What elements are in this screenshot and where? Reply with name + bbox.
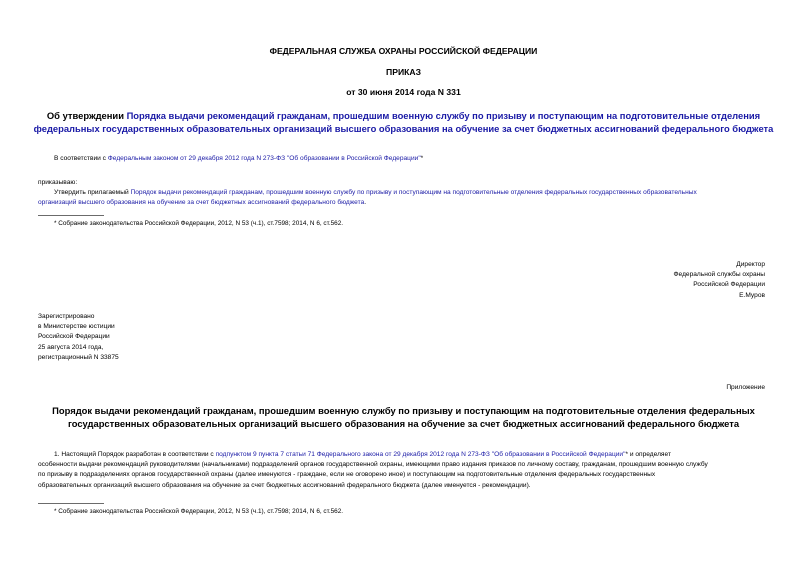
- agency-name: ФЕДЕРАЛЬНАЯ СЛУЖБА ОХРАНЫ РОССИЙСКОЙ ФЕДЕРАЦИИ: [269, 46, 538, 56]
- paragraph-1-intro: 1. Настоящий Порядок разработан в соответствии с: [54, 451, 216, 458]
- registration-line1: Зарегистрировано: [38, 313, 95, 320]
- order-approve-text: Утвердить прилагаемый: [54, 189, 131, 196]
- law-subclause-link[interactable]: подпунктом 9 пункта 7 статьи 71 Федерального закона от 29 декабря 2012 года N 273-ФЗ "Об образовании в Российской Федерации": [215, 451, 626, 458]
- registration-line3: Российской Федерации: [38, 333, 110, 341]
- paragraph-1-line3: по призыву в подразделениях органов государственной охраны (далее именуются - граждане, если не оговорено иное) и поступающим на подготовительные отделения федеральных государственных: [38, 471, 656, 479]
- signature-service: Федеральной службы охраны: [673, 271, 765, 279]
- signature-country: Российской Федерации: [693, 281, 765, 289]
- paragraph-1-line4: образовательных организаций высшего образования на обучение за счет бюджетных ассигнований федерального бюджета (далее именуется - рекомендации).: [38, 481, 531, 489]
- procedure-link-title[interactable]: Порядка выдачи рекомендаций гражданам, прошедшим военную службу по призыву и поступающим на подготовительные отделения: [126, 110, 761, 121]
- registration-block: [38, 312, 119, 363]
- procedure-link-order-line2[interactable]: организаций высшего образования на обучение за счет бюджетных ассигнований федерального бюджета: [38, 199, 365, 206]
- signature-block: [674, 260, 765, 301]
- footnote-1: * Собрание законодательства Российской Федерации, 2012, N 53 (ч.1), ст.7598; 2014, N 6, ст.562.: [54, 220, 344, 227]
- footnote-divider-1: [38, 215, 104, 216]
- registration-line4: 25 августа 2014 года,: [38, 343, 104, 351]
- order-text-line2: [38, 198, 366, 208]
- procedure-title-line1: Порядок выдачи рекомендаций гражданам, прошедшим военную службу по призыву и поступающим на подготовительные отделения федеральных: [52, 405, 755, 416]
- order-verb: приказываю:: [38, 179, 78, 186]
- order-text-end: .: [364, 199, 367, 206]
- paragraph-1-intro-end: * и определяет: [625, 451, 671, 458]
- registration-line2: в Министерстве юстиции: [38, 323, 115, 331]
- doc-type: ПРИКАЗ: [386, 67, 421, 77]
- footnote-divider-2: [38, 503, 104, 504]
- federal-law-link[interactable]: Федеральным законом от 29 декабря 2012 года N 273-ФЗ "Об образовании в Российской Федерации": [107, 155, 421, 162]
- footnote-2: * Собрание законодательства Российской Федерации, 2012, N 53 (ч.1), ст.7598; 2014, N 6, ст.562.: [54, 508, 344, 515]
- paragraph-1-line2: особенности выдачи рекомендаций руководителями (начальниками) подразделений органов государственной охраны, имеющими право издания приказов по личному составу, гражданам, прошедшим военную службу: [38, 461, 708, 469]
- preamble-footnote-mark: *: [420, 155, 424, 162]
- order-title: [0, 109, 807, 135]
- appendix-label: Приложение: [726, 384, 765, 391]
- paragraph-1-line1: [38, 450, 766, 460]
- procedure-link-title-line2[interactable]: федеральных государственных образовательных организаций высшего образования на обучение за счет бюджетных ассигнований федерального бюджета: [33, 123, 774, 134]
- order-title-line1: [0, 109, 807, 122]
- order-title-prefix: Об утверждении: [46, 110, 127, 121]
- doc-date-number: от 30 июня 2014 года N 331: [346, 87, 461, 97]
- procedure-title: [0, 404, 807, 430]
- paragraph-1: [38, 450, 766, 491]
- signature-name: Е.Муров: [739, 291, 765, 299]
- preamble-text: В соответствии с: [54, 155, 108, 162]
- signature-position: Директор: [736, 261, 765, 268]
- order-text-line1: [54, 188, 697, 198]
- preamble: [54, 154, 423, 164]
- registration-line5: регистрационный N 33875: [38, 353, 119, 361]
- procedure-link-order[interactable]: Порядок выдачи рекомендаций гражданам, прошедшим военную службу по призыву и поступающим на подготовительные отделения федеральных государственных образовательных: [130, 189, 697, 196]
- procedure-title-line2: государственных образовательных организаций высшего образования на обучение за счет бюджетных ассигнований федерального бюджета: [67, 418, 740, 429]
